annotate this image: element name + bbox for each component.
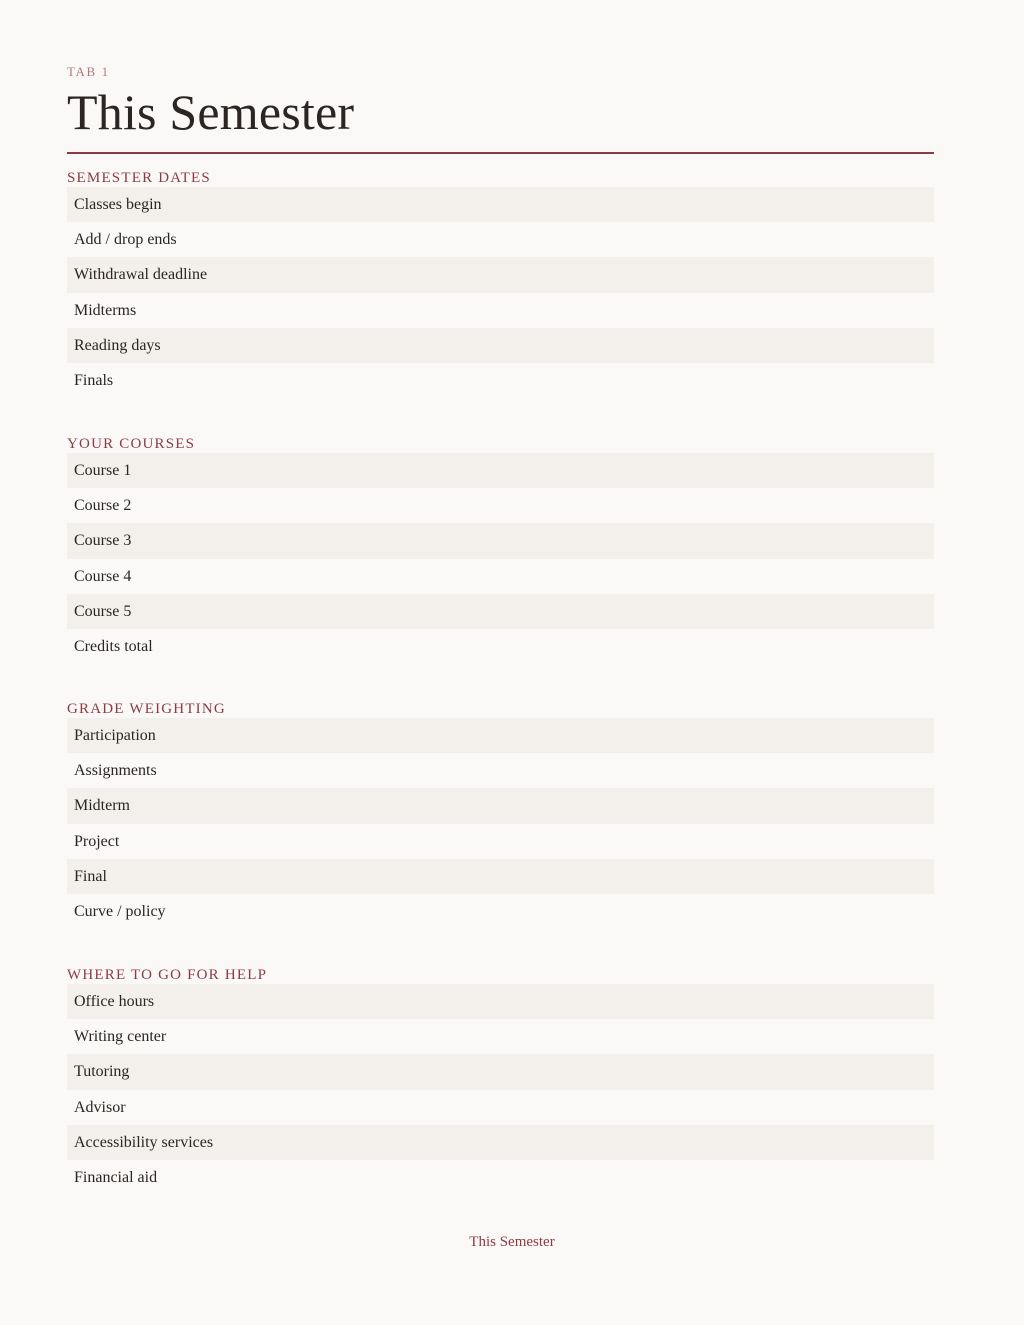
row-office-hours: Office hours [67, 984, 934, 1019]
row-project: Project [74, 832, 120, 850]
section-heading: YOUR COURSES [67, 436, 196, 452]
row-list [67, 718, 934, 929]
row-writing-center: Writing center [74, 1028, 167, 1046]
section-where-to-go-for-help [67, 966, 934, 1195]
row-midterms: Midterms [74, 301, 137, 319]
section-your-courses [67, 435, 934, 664]
section-heading: GRADE WEIGHTING [67, 701, 226, 717]
row-reading-days: Reading days [67, 328, 934, 363]
row-course-2: Course 2 [74, 497, 132, 515]
row-advisor: Advisor [74, 1098, 126, 1116]
row-financial-aid: Financial aid [74, 1168, 158, 1186]
row-midterm: Midterm [67, 788, 934, 823]
row-course-5: Course 5 [67, 594, 934, 629]
page-footer: This Semester [469, 1234, 555, 1250]
row-course-3: Course 3 [67, 523, 934, 558]
row-classes-begin: Classes begin [67, 187, 934, 222]
row-finals: Finals [74, 371, 114, 389]
row-withdrawal-deadline: Withdrawal deadline [67, 257, 934, 292]
row-add-drop-ends: Add / drop ends [74, 231, 177, 249]
row-list [67, 453, 934, 664]
section-grade-weighting [67, 700, 934, 929]
row-course-4: Course 4 [74, 567, 132, 585]
row-final: Final [67, 859, 934, 894]
row-assignments: Assignments [74, 762, 157, 780]
row-credits-total: Credits total [74, 637, 153, 655]
row-participation: Participation [67, 718, 934, 753]
row-course-1: Course 1 [67, 453, 934, 488]
section-heading: SEMESTER DATES [67, 170, 211, 186]
row-list [67, 187, 934, 398]
row-curve-policy: Curve / policy [74, 902, 166, 920]
tab-label: TAB 1 [67, 64, 110, 79]
section-heading: WHERE TO GO FOR HELP [67, 967, 268, 983]
title-divider [67, 152, 934, 154]
section-semester-dates [67, 169, 934, 398]
row-list [67, 984, 934, 1195]
page-title: This Semester [67, 84, 355, 140]
row-accessibility-services: Accessibility services [67, 1125, 934, 1160]
row-tutoring: Tutoring [67, 1054, 934, 1089]
